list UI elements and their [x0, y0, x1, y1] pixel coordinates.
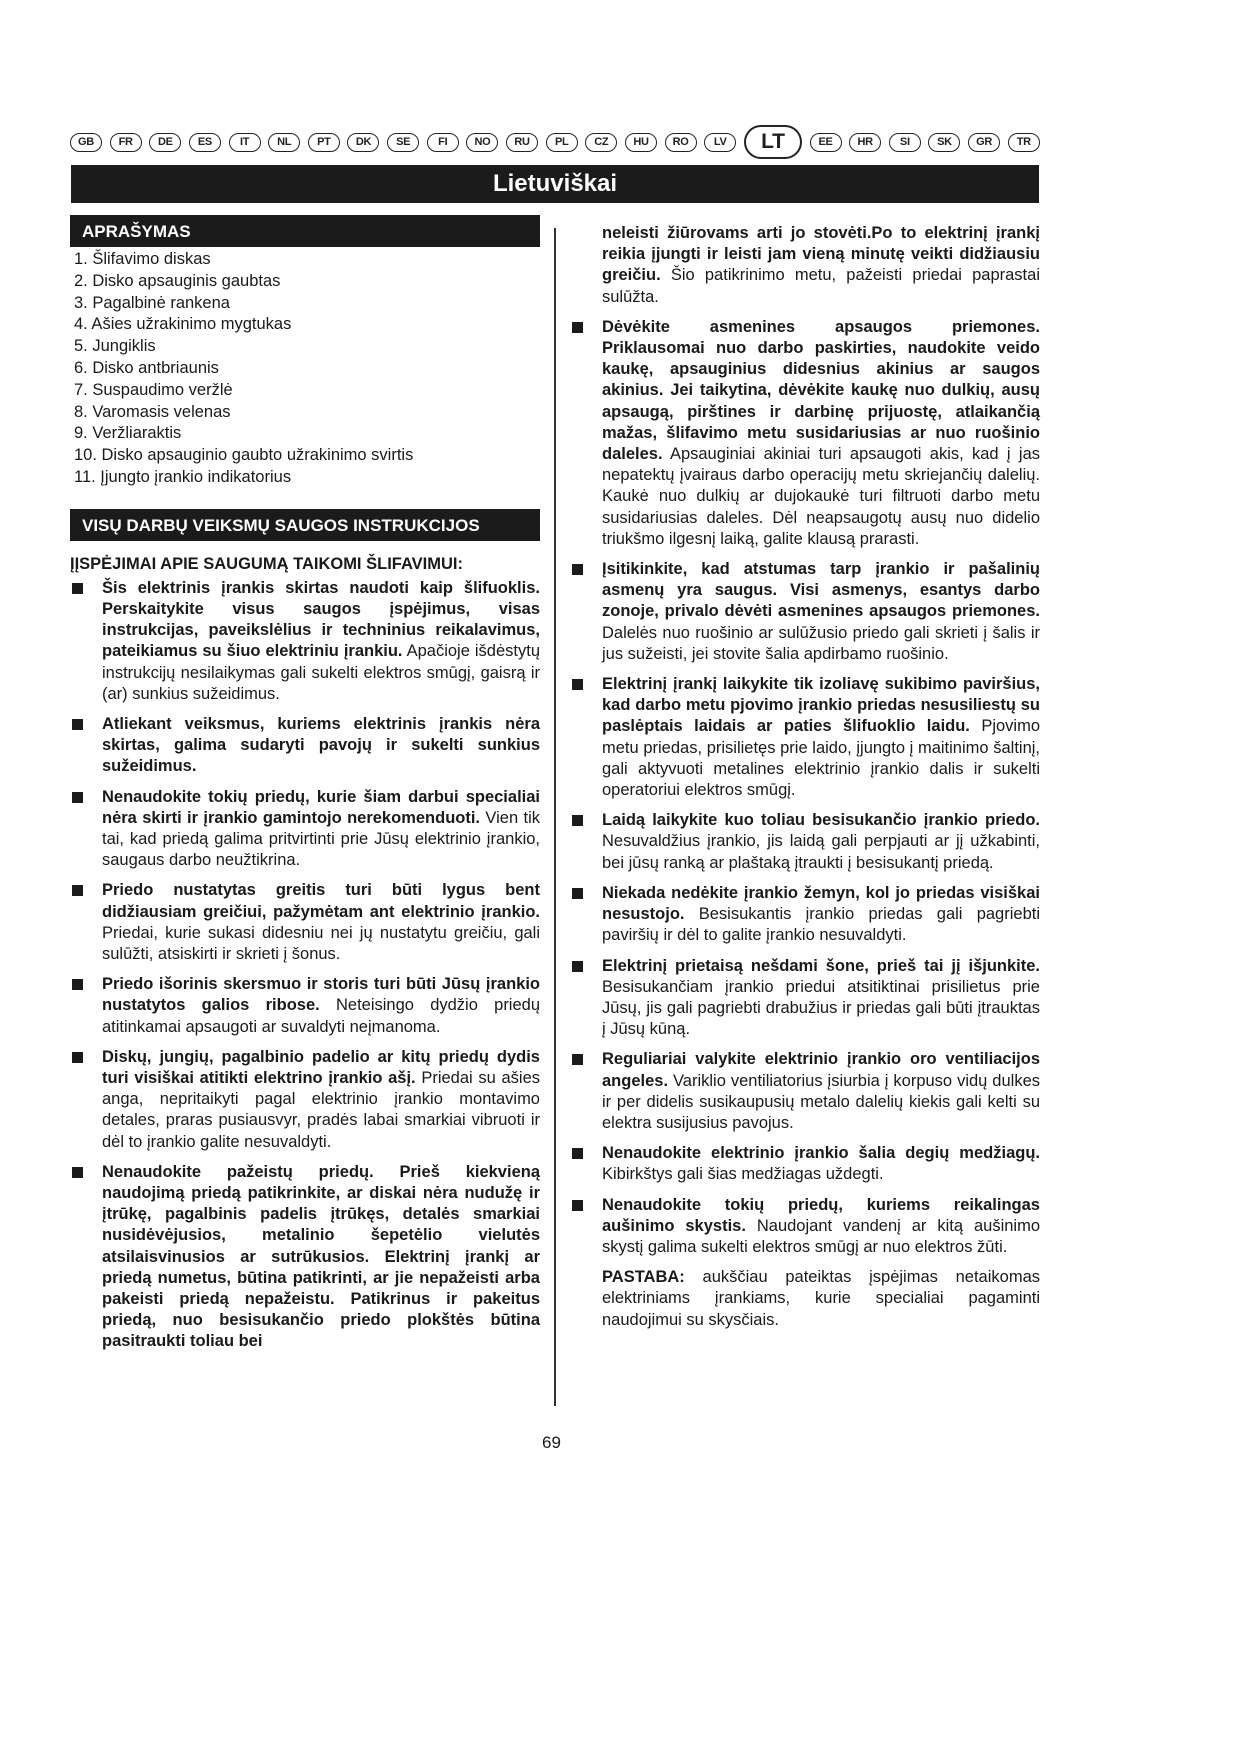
safety-heading: VISŲ DARBŲ VEIKSMŲ SAUGOS INSTRUKCIJOS [70, 509, 540, 541]
parts-list-item: 2. Disko apsauginis gaubtas [74, 271, 281, 290]
language-pill-es: ES [189, 133, 221, 152]
page-number: 69 [542, 1433, 561, 1452]
language-pill-no: NO [466, 133, 498, 152]
language-pill-hu: HU [625, 133, 657, 152]
safety-item-text: Nesuvaldžius įrankio, jis laidą gali perpjauti ar jį užkabinti, bei jūsų ranką ar plaštaką įtraukti į besisukantį priedą. [602, 832, 1040, 872]
safety-item-text: Vien tik tai, kad priedą galima pritvirtinti prie Jūsų elektrinio įrankio, saugaus darbo neužtikrina. [102, 808, 541, 870]
parts-list-item: 10. Disko apsauginio gaubto užrakinimo svirtis [74, 446, 414, 465]
safety-item-bold: Nenaudokite elektrinio įrankio šalia degių medžiagų. [602, 1144, 1040, 1163]
continued-item [570, 223, 1040, 308]
language-pill-fi: FI [427, 133, 459, 152]
square-bullet-icon [72, 979, 83, 990]
parts-list-item: 5. Jungiklis [74, 337, 156, 356]
square-bullet-icon [72, 1167, 83, 1178]
safety-item-text: Kibirkštys gali šias medžiagas uždegti. [602, 1165, 884, 1184]
safety-item [570, 1195, 1040, 1259]
safety-item [70, 578, 540, 705]
language-pill-tr: TR [1008, 133, 1040, 152]
safety-item-bold: Niekada nedėkite įrankio žemyn, kol jo priedas visiškai nesustojo. [602, 883, 1040, 924]
square-bullet-icon [72, 583, 83, 594]
square-bullet-icon [572, 815, 583, 826]
safety-item-text: Pjovimo metu priedas, prisilietęs prie laido, įjungto į maitinimo šaltinį, gali aktyvuoti metalines elektrinio įrankio dalis ir sukelti operatoriui elektros smūgį. [602, 717, 1040, 800]
square-bullet-icon [572, 961, 583, 972]
safety-item-bold: Nenaudokite tokių priedų, kuriems reikalingas aušinimo skystis. [602, 1195, 1040, 1235]
safety-item-text: Naudojant vandenį ar kitą aušinimo skystį galima sukelti elektros smūgį ar nuo elektros žūti. [602, 1216, 1041, 1256]
language-pill-nl: NL [268, 133, 300, 152]
safety-item [70, 1162, 540, 1353]
parts-list-item: 8. Varomasis velenas [74, 402, 231, 421]
safety-item-bold: Priedo nustatytas greitis turi būti lygus bent didžiausiam greičiui, pažymėtam ant elektrinio įrankio. [102, 881, 540, 921]
safety-item [70, 880, 540, 965]
language-pill-fr: FR [110, 133, 142, 152]
note [570, 1267, 1040, 1331]
left-safety-items [70, 578, 540, 1353]
column-divider [554, 228, 556, 1406]
safety-item-bold: Dėvėkite asmenines apsaugos priemones. Priklausomai nuo darbo paskirties, naudokite veido kaukę, apsauginius didesnius akinius ar saugos akinius. Jei taikytina, dėvėkite kaukę nuo dulkių, ausų apsaugą, pirštines ir darbinę prijuostę, atlaikančią mažas, šlifavimo metu susidariusias ar nuo ruošinio daleles. [602, 317, 1040, 464]
language-pill-sk: SK [928, 133, 960, 152]
parts-list [70, 249, 540, 489]
language-pill-ee: EE [810, 133, 842, 152]
language-pill-dk: DK [347, 133, 379, 152]
language-pill-si: SI [889, 133, 921, 152]
safety-item-bold: Diskų, jungių, pagalbinio padelio ar kitų priedų dydis turi visiškai atitikti elektrino įrankio ašį. [102, 1047, 540, 1088]
safety-item-bold: Nenaudokite tokių priedų, kurie šiam darbui specialiai nėra skirti ir įrankio gamintojo nerekomenduoti. [102, 787, 540, 827]
safety-item-bold: Nenaudokite pažeistų priedų. Prieš kiekvieną naudojimą priedą patikrinkite, ar diskai nėra nudužę ir įtrūkę, pagalbinis padelis įtrūkęs, detalės smarkiai nusidėvėjusios, metalinio šepetėlio vielutės atsilaisvinusios ar sutrūkusios. Elektrinį įrankį ar priedą numetus, būtina patikrinti, ar jie nepažeisti arba pakeisti priedą nepažeistu. Patikrinus ir pakeitus priedą, nuo besisukančio priedo plokštės būtina pasitraukti toliau bei [102, 1162, 540, 1351]
square-bullet-icon [572, 679, 583, 690]
square-bullet-icon [572, 1054, 583, 1065]
left-column [70, 215, 540, 1362]
safety-item-text: Priedai su ašies anga, nepritaikyti pagal elektrinio įrankio montavimo detales, praras pusiausvyr, pradės labai smarkiai vibruoti ir dėl to įrankio galite nesuvaldyti. [102, 1069, 541, 1151]
language-pill-pl: PL [546, 133, 578, 152]
safety-item [70, 974, 540, 1038]
safety-item [70, 714, 540, 778]
note-text: aukščiau pateiktas įspėjimas netaikomas elektriniams įrankiams, kurie specialiai pagaminti naudojimui su skysčiais. [602, 1268, 1040, 1329]
language-selector [70, 125, 1040, 159]
square-bullet-icon [572, 564, 583, 575]
safety-item [570, 559, 1040, 665]
right-column [570, 223, 1040, 1340]
safety-item-text: Variklio ventiliatorius įsiurbia į korpuso vidų dulkes ir per didelis susikaupusių metalo dalelių kiekis gali kelti su elektra susijusius pavojus. [602, 1071, 1040, 1132]
square-bullet-icon [72, 1052, 83, 1063]
language-pill-hr: HR [849, 133, 881, 152]
page-title: Lietuviškai [71, 165, 1039, 203]
safety-item [70, 787, 540, 872]
language-pill-se: SE [387, 133, 419, 152]
safety-item-bold: Įsitikinkite, kad atstumas tarp įrankio ir pašalinių asmenų yra saugus. Visi asmenys, esantys darbo zonoje, privalo dėvėti asmenines apsaugos priemones. [602, 560, 1040, 621]
square-bullet-icon [572, 1148, 583, 1159]
safety-item-text: Neteisingo dydžio priedų atitinkamai apsaugoti ar suvaldyti neįmanoma. [102, 996, 541, 1036]
safety-item [570, 674, 1040, 801]
language-pill-de: DE [149, 133, 181, 152]
description-heading: APRAŠYMAS [70, 215, 540, 247]
safety-item-bold: Laidą laikykite kuo toliau besisukančio įrankio priedo. [602, 811, 1040, 830]
parts-list-item: 7. Suspaudimo veržlė [74, 380, 233, 399]
safety-item-text: Apsauginiai akiniai turi apsaugoti akis, kad į jas nepatektų įvairaus darbo operacijų metu skriejančių dalelių. Kaukė nuo dulkių ar dujokaukė turi filtruoti darbo metu susidariusias daleles. Dėl neapsaugotų ausų nuo didelio triukšmo ilgesnį laiką, galite klausą prarasti. [602, 445, 1040, 548]
continued-item-bold: neleisti žiūrovams arti jo stovėti.Po to elektrinį įrankį reikia įjungti ir leisti jam vieną minutę veikti didžiausiu greičiu. [602, 224, 1040, 285]
safety-item-text: Priedai, kurie sukasi didesniu nei jų nustatytu greičiu, gali sulūžti, atsiskirti ir skrieti į šonus. [102, 923, 540, 964]
square-bullet-icon [72, 885, 83, 896]
parts-list-item: 1. Šlifavimo diskas [74, 250, 211, 268]
safety-item [570, 810, 1040, 874]
language-pill-gr: GR [968, 133, 1000, 152]
safety-subheading: ĮĮSPĖJIMAI APIE SAUGUMĄ TAIKOMI ŠLIFAVIMUI: [70, 554, 463, 573]
language-pill-lv: LV [704, 133, 736, 152]
safety-item-text: Dalelės nuo ruošinio ar sulūžusio priedo gali skrieti į šalis ir jus sužeisti, jei stovite šalia apdirbamo ruošinio. [602, 623, 1040, 663]
language-pill-it: IT [229, 133, 261, 152]
square-bullet-icon [72, 719, 83, 730]
safety-item-text: Besisukančiam įrankio priedui atsitiktinai prisilietus prie Jūsų, jis gali pagriebti drabužius ir priedas gali būti įtrauktas į Jūsų kūną. [602, 977, 1040, 1039]
language-pill-gb: GB [70, 133, 102, 152]
safety-item [570, 883, 1040, 947]
language-pill-ru: RU [506, 133, 538, 152]
safety-item-bold: Atliekant veiksmus, kuriems elektrinis įrankis nėra skirtas, galima sudaryti pavojų ir sukelti sunkius sužeidimus. [102, 714, 540, 776]
safety-item-text: Besisukantis įrankio priedas gali pagriebti paviršių ir dėl to galite įrankio nesuvaldyti. [602, 905, 1040, 945]
parts-list-item: 4. Ašies užrakinimo mygtukas [74, 315, 292, 334]
safety-item [570, 317, 1040, 550]
safety-item-bold: Šis elektrinis įrankis skirtas naudoti kaip šlifuoklis. Perskaitykite visus saugos įspėjimus, visas instrukcijas, paveikslėlius ir techninius reikalavimus, pateikiamus su šiuo elektriniu įrankiu. [102, 578, 540, 661]
right-safety-items [570, 317, 1040, 1258]
safety-item [570, 956, 1040, 1041]
parts-list-item: 6. Disko antbriaunis [74, 358, 219, 377]
language-pill-ro: RO [665, 133, 697, 152]
safety-item-bold: Priedo išorinis skersmuo ir storis turi būti Jūsų įrankio nustatytos galios ribose. [102, 975, 540, 1015]
square-bullet-icon [572, 1200, 583, 1211]
language-pill-pt: PT [308, 133, 340, 152]
safety-item-bold: Elektrinį įrankį laikykite tik izoliavę sukibimo paviršius, kad darbo metu pjovimo įrankio priedas nesusiliestų su paslėptais laidais ar paties šlifuoklio laidu. [602, 675, 1040, 736]
safety-item [570, 1049, 1040, 1134]
parts-list-item: 3. Pagalbinė rankena [74, 293, 230, 312]
parts-list-item: 11. Įjungto įrankio indikatorius [74, 467, 292, 486]
parts-list-item: 9. Veržliaraktis [74, 424, 182, 443]
square-bullet-icon [572, 888, 583, 899]
language-pill-cz: CZ [585, 133, 617, 152]
safety-item [70, 1047, 540, 1153]
continued-item-text: Šio patikrinimo metu, pažeisti priedai paprastai sulūžta. [602, 266, 1040, 306]
safety-item-text: Apačioje išdėstytų instrukcijų nesilaikymas gali sukelti elektros smūgį, gaisrą ir (ar) sunkius sužeidimus. [102, 642, 540, 703]
square-bullet-icon [572, 322, 583, 333]
safety-item [570, 1143, 1040, 1185]
safety-item-bold: Elektrinį prietaisą nešdami šone, prieš tai jį išjunkite. [602, 956, 1040, 975]
square-bullet-icon [72, 792, 83, 803]
note-label: PASTABA: [602, 1268, 685, 1287]
safety-item-bold: Reguliariai valykite elektrinio įrankio oro ventiliacijos angeles. [602, 1050, 1040, 1090]
language-pill-lt: LT [744, 125, 802, 159]
